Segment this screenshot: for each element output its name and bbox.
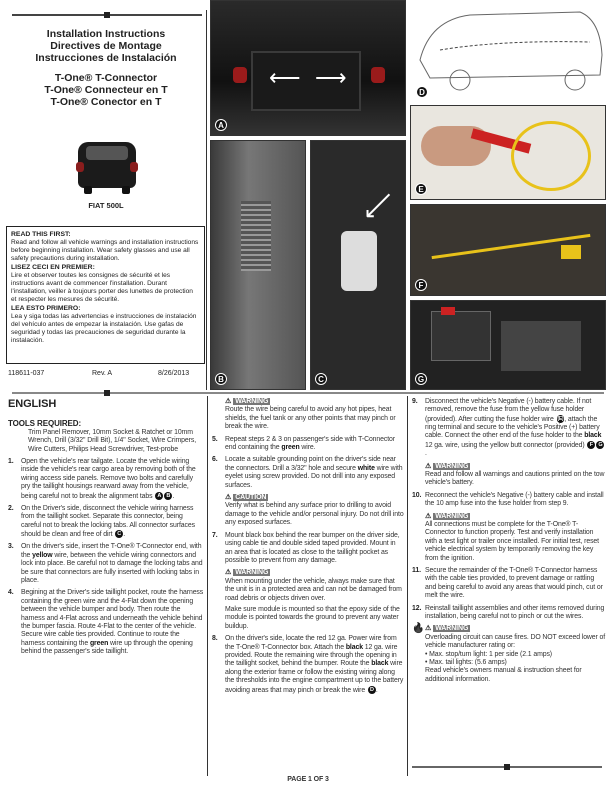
tools-list: Trim Panel Remover, 10mm Socket & Ratchet or 10mm Wrench, Drill (3/32" Drill Bit), 1/4" Socket, Wire Crimpers, Wire Cutters, Philips Head Screwdriver, Test-probe — [28, 428, 197, 453]
notice-text: • Max. stop/turn light: 1 per side (2.1 amps) — [425, 650, 552, 658]
instruction-step — [8, 589, 204, 656]
step-number: 6. — [212, 456, 218, 464]
step-number: 11. — [412, 566, 421, 574]
tools-heading: TOOLS REQUIRED: — [8, 419, 82, 429]
step-text-segment: 12 ga. wire provided. Route the remaining wire through the opening in the taillight socket, behind the bumper. Route the — [225, 643, 398, 668]
notice-tag — [225, 494, 268, 502]
emphasized-wire-color: black — [371, 660, 389, 668]
notice-text: Read and follow all warnings and cautions printed on the tow vehicle's battery. — [425, 470, 605, 487]
notice-text: Verify what is behind any surface prior to drilling to avoid damage to the vehicle and/or personal injury. Do not drill into any exposed surfaces. — [225, 502, 404, 527]
instruction-step — [212, 456, 404, 490]
photo-label: G — [415, 373, 427, 385]
notice-tag — [425, 463, 470, 471]
column-divider — [206, 10, 207, 390]
step-text — [225, 532, 404, 566]
notice-label: CAUTION — [235, 494, 267, 502]
fire-hazard-icon: 🔥 — [412, 623, 425, 635]
header — [8, 28, 204, 108]
step-text: On the driver's side, locate the red 12 ga. Power wire from the T-One® T-Connector box. Attach the black 12 ga. wire provided. Route the remaining wire through the opening in the taillight socket, behind the bumper. Route the black wire along the exterior frame or follow the existing wiring along the thresholds into the engine compartment up to the battery avoiding areas that may pinch or break the wire D . — [225, 635, 404, 694]
emphasized-wire-color: yellow — [32, 551, 53, 559]
step-text-segment: Open the vehicle's rear tailgate. Locate the vehicle wiring inside the vehicle's rear cargo area by removing both of the wiring access side panels. Remove two bolts and carefully pry the taillight housings rearward away from the vehicle, being careful not to break the alignment tabs — [21, 458, 196, 500]
step-text-segment: Reinstall taillight assemblies and other items removed during installation, being careful not to pinch or cut the wires. — [425, 604, 605, 620]
product-es: T-One® Conector en T — [50, 96, 162, 108]
step-number: 3. — [8, 543, 14, 551]
notice-label: WARNING — [435, 512, 469, 520]
photo-ref-badge: C — [115, 530, 123, 538]
arrow-left-icon: ⟵ — [269, 65, 301, 90]
column-3 — [412, 398, 606, 688]
instruction-step — [8, 543, 204, 585]
photo-f — [410, 204, 606, 296]
notice-text: Read vehicle's owners manual & instruction sheet for additional information. — [425, 667, 582, 683]
photo-ref-badge: F — [587, 441, 595, 449]
vehicle-label: FIAT 500L — [88, 201, 124, 210]
notice-text: All connections must be complete for the T-One® T-Connector to function properly. Test and verify installation with a test light or trailer once installed. For initial test, reset vehicle electrical system by temporarily removing the key from the ignition. — [425, 520, 599, 562]
notice-label: WARNING — [235, 398, 269, 405]
notice-label: WARNING — [235, 569, 269, 577]
column-divider — [207, 396, 208, 776]
step-number: 5. — [212, 435, 218, 443]
column-divider — [407, 396, 408, 776]
step-text-segment: 12 ga. wire, using the yellow butt connector (provided) — [425, 441, 587, 449]
step-number: 2. — [8, 504, 14, 512]
notice-label: WARNING — [435, 625, 469, 633]
emphasized-wire-color: white — [357, 464, 375, 472]
step-text-segment: On the Driver's side, disconnect the vehicle wiring harness from the taillight socket. Separate this connector, being careful not to break the locking tabs. All connector surfaces should be clean and free of dirt — [21, 504, 195, 538]
arrow-right-icon: ⟶ — [315, 65, 347, 90]
instruction-step — [8, 458, 204, 501]
photo-label: C — [315, 373, 327, 385]
instruction-step — [412, 605, 606, 622]
instruction-step — [8, 505, 204, 539]
warning-triangle-icon: ⚠ — [425, 512, 432, 520]
step-number: 9. — [412, 398, 418, 405]
column-2 — [212, 398, 404, 783]
emphasized-wire-color: green — [89, 639, 109, 647]
step-text — [425, 605, 606, 622]
step-number: 7. — [212, 531, 218, 539]
step-text-segment: Mount black box behind the rear bumper on the driver side, using cable tie and double sided taped provided. Mount in an area that is located as close to the taillight pocket as possible to prevent from any damage. — [225, 531, 400, 564]
instruction-step — [412, 398, 606, 459]
instruction-step — [212, 635, 404, 695]
notice-warning — [225, 398, 404, 432]
read-first-heading-fr: LISEZ CECI EN PREMIER: — [11, 264, 95, 271]
photo-b — [210, 140, 306, 390]
step-number: 12. — [412, 604, 422, 612]
photo-ref-badge: (E) — [557, 415, 564, 422]
photo-label: B — [215, 373, 227, 385]
step-text-segment: On the driver's side, insert the T-One® T-Connector end, with the — [21, 543, 202, 559]
notice-text: When mounting under the vehicle, always make sure that the unit is in a protected area and can not be damaged from road debris or objects driven over. — [225, 577, 402, 602]
notice-label: WARNING — [435, 462, 469, 470]
photo-ref-badge: A — [155, 492, 163, 500]
bottom-rule — [412, 766, 602, 768]
product-fr: T-One® Connecteur en T — [44, 84, 168, 96]
step-text-segment: On the driver's side, locate the red 12 ga. Power wire from the T-One® T-Connector box. Attach the — [225, 635, 397, 651]
step-text-segment: Repeat steps 2 & 3 on passenger's side with T-Connector end containing the — [225, 435, 395, 452]
arrow-icon: ⟵ — [356, 183, 400, 228]
product-en: T-One® T-Connector — [54, 72, 158, 84]
read-first-box — [6, 226, 205, 364]
warning-triangle-icon: ⚠ — [225, 494, 232, 502]
step-text — [21, 589, 204, 656]
notice-text: Overloading circuit can cause fires. DO NOT exceed lower of vehicle manufacturer rating or: — [425, 633, 606, 650]
step-text-segment: Reconnect the vehicle's Negative (-) battery cable and install the 10 amp fuse into the fuse holder from step 9. — [425, 491, 604, 508]
step-text — [425, 492, 606, 509]
notice-tag — [425, 513, 470, 521]
warning-triangle-icon: ⚠ — [225, 398, 232, 405]
photo-ref-badge: D — [368, 686, 376, 694]
notice-tag — [225, 569, 270, 577]
read-first-heading-en: READ THIS FIRST: — [11, 231, 71, 238]
step-text: On the Driver's side, disconnect the vehicle wiring harness from the taillight socket. Separate this connector, being careful not to break the locking tabs. All connector surfaces should be clean and free of dirt C . — [21, 504, 195, 538]
step-text-segment: Begining at the Driver's side taillight pocket, route the harness containing the green wire and the 4-Flat down the opening between the vehicle bumper and body. Then route the harness and 4-Flat across and underneath the vehicle behind the bumper fascia. Route 4-Flat to the center of the vehicle. Secure wire cable ties provided. Continue to route the harness containing the — [21, 589, 204, 647]
title-fr: Directives de Montage — [50, 40, 162, 52]
step-text-segment: wire, between the vehicle wiring connectors and lock into place. Be careful not to damage the locking tabs and be sure that connectors are fully inserted with locking tabs in place. — [21, 551, 203, 584]
notice-text: • Max. tail lights: (5.6 amps) — [425, 659, 507, 667]
section-rule — [12, 392, 604, 394]
step-text — [425, 567, 606, 601]
step-text — [225, 456, 404, 490]
warning-triangle-icon: ⚠ — [425, 625, 432, 633]
notice-warning — [425, 463, 606, 488]
notice-text: Make sure module is mounted so that the epoxy side of the module is pointed towards the ground to prevent any water buildup. — [225, 605, 400, 630]
photo-d-diagram — [410, 0, 610, 100]
photo-g — [410, 300, 606, 390]
step-text — [225, 436, 404, 453]
step-text-segment: , attach the ring terminal and secure to the vehicle's Positive (+) battery cable. Connect the other end of the fuse holder to the — [425, 415, 600, 440]
step-number: 10. — [412, 491, 422, 499]
vehicle-photo — [72, 138, 142, 196]
emphasized-wire-color: black — [584, 432, 602, 440]
top-rule — [12, 14, 202, 16]
step-text-segment: Secure the remainder of the T-One® T-Connector harness with the cable ties provided, to prevent damage or rattling and being careful to avoid any areas that would pinch, cut or melt the wire. — [425, 566, 603, 600]
step-text-segment: Locate a suitable grounding point on the driver's side near the connectors. Drill a 3/32" hole and secure — [225, 456, 396, 472]
emphasized-wire-color: green — [281, 444, 300, 452]
photo-label: F — [415, 279, 427, 291]
step-text-segment: wire along the exterior frame or follow the existing wiring along the thresholds into the engine compartment up to the battery avoiding areas that may pinch or break the wire — [225, 660, 404, 694]
part-number: 118611-037 — [8, 370, 45, 377]
notice-warning — [412, 625, 606, 684]
notice-warning — [225, 569, 404, 631]
page-number: PAGE 1 OF 3 — [287, 776, 329, 783]
photo-ref-badge: G — [598, 441, 603, 448]
notice-text: Route the wire being careful to avoid any hot pipes, heat shields, the fuel tank or any other points that may pinch or break the wire. — [225, 406, 396, 431]
notice-tag — [425, 625, 470, 633]
emphasized-wire-color: black — [345, 643, 363, 651]
notice-tag — [225, 398, 270, 406]
warning-triangle-icon: ⚠ — [225, 569, 232, 577]
step-text-segment: Disconnect the vehicle's Negative (-) battery cable. If not removed, remove the fuse from the yellow fuse holder (provided). After cutting the fuse holder wire — [425, 398, 592, 423]
read-first-text-fr: Lire et observer toutes les consignes de sécurité et les instructions avant de commencer l'installation. Durant l'installation, veiller à toujours porter des lunettes de protection et respecter les mesures de sécurité. — [11, 272, 193, 303]
step-text-segment: wire with eyelet using screw provided. Do not drill into any exposed surfaces. — [225, 464, 403, 489]
language-heading: ENGLISH — [8, 398, 57, 410]
title-es: Instrucciones de Instalación — [35, 52, 177, 64]
title-en: Installation Instructions — [46, 28, 166, 40]
step-number: 8. — [212, 635, 218, 643]
column-1 — [8, 400, 204, 661]
date: 8/26/2013 — [158, 370, 190, 377]
step-text-segment: wire up through the opening behind the passenger's side taillight. — [21, 639, 193, 656]
warning-triangle-icon: ⚠ — [425, 462, 432, 470]
instruction-step — [412, 492, 606, 509]
revision: Rev. A — [92, 370, 113, 377]
notice-caution — [225, 494, 404, 528]
step-text — [21, 543, 204, 585]
read-first-text-en: Read and follow all vehicle warnings and installation instructions before beginning installation. Wear safety glasses and use all safety precautions during installation. — [11, 239, 199, 262]
photo-c — [310, 140, 406, 390]
read-first-heading-es: LEA ESTO PRIMERO: — [11, 305, 81, 312]
photo-label: E — [415, 183, 427, 195]
photo-e — [410, 105, 606, 200]
instruction-step — [212, 532, 404, 566]
instruction-step — [412, 567, 606, 601]
vehicle-outline-diagram — [410, 0, 610, 100]
photo-label: A — [215, 119, 227, 131]
photo-label: D — [416, 86, 428, 98]
notice-warning — [425, 513, 606, 563]
read-first-text-es: Lea y siga todas las advertencias e instrucciones de instalación del vehículo antes de empezar la instalación. Use gafas de seguridad y todas las precauciones de seguridad durante la instalación. — [11, 313, 197, 344]
step-number: 1. — [8, 458, 14, 466]
step-number: 4. — [8, 589, 14, 597]
step-text-segment: wire. — [299, 444, 316, 452]
step-text: Open the vehicle's rear tailgate. Locate the vehicle wiring inside the vehicle's rear cargo area by removing both of the wiring access side panels. Remove two bolts and carefully pry the taillight housings rearward away from the vehicle, being careful not to break the alignment tabs A B . — [21, 458, 196, 500]
instruction-step — [212, 436, 404, 453]
step-text: Disconnect the vehicle's Negative (-) battery cable. If not removed, remove the fuse from the yellow fuse holder (provided). After cutting the fuse holder wire (E), attach the ring terminal and secure to the vehicle's Positive (+) battery cable. Connect the other end of the fuse holder to the black 12 ga. wire, using the yellow butt connector (provided) F G. — [425, 398, 603, 458]
photo-ref-badge: B — [164, 492, 172, 500]
photo-a — [210, 0, 406, 136]
